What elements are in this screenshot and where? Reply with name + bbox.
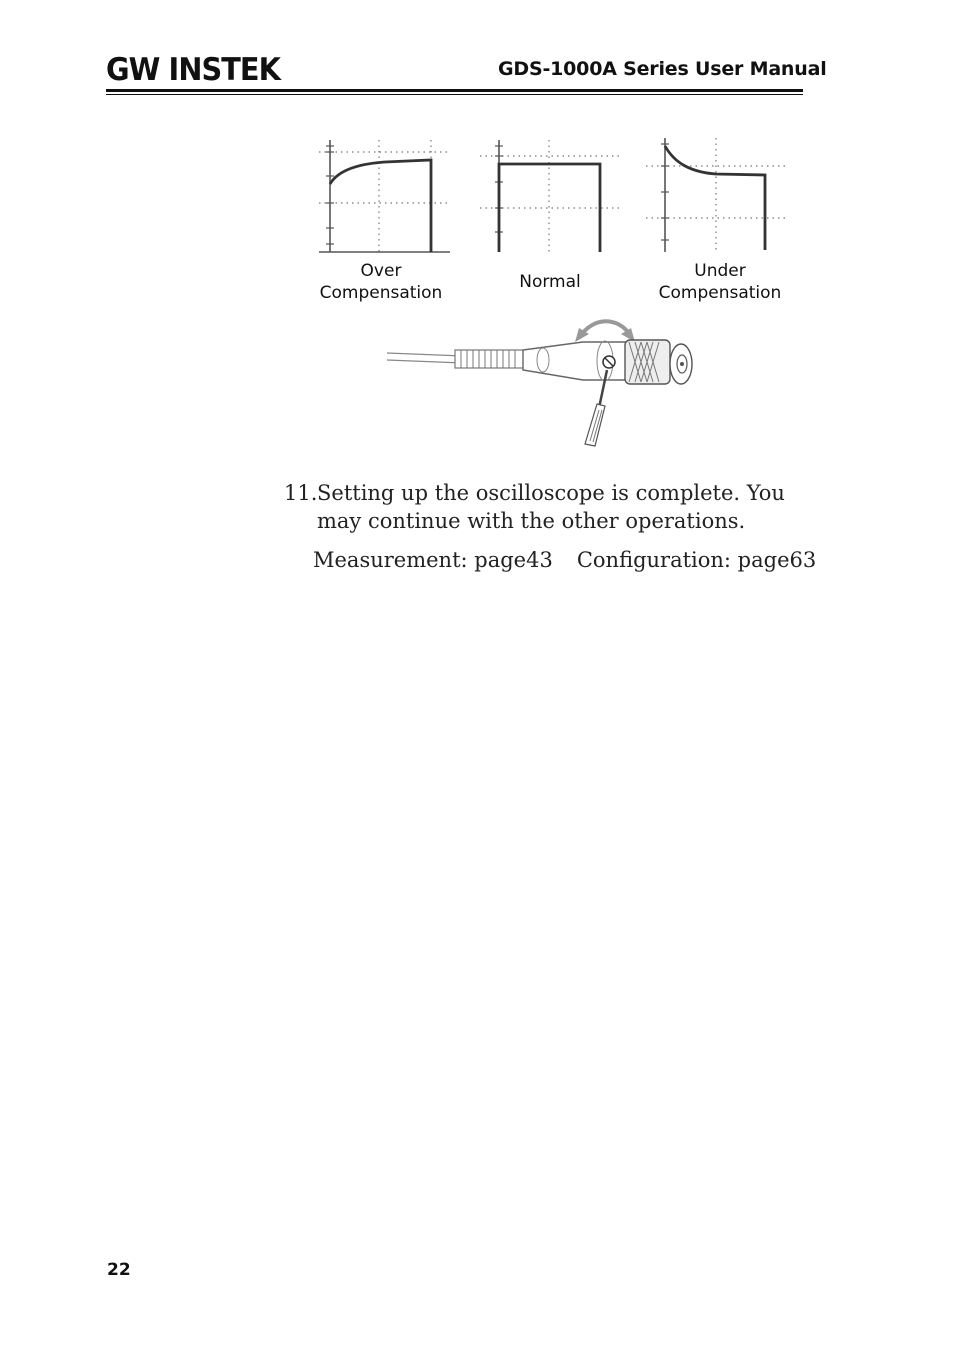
page-number: 22: [107, 1260, 131, 1280]
waveform-normal: [478, 132, 628, 257]
configuration-reference-link[interactable]: Configuration: page63: [576, 548, 817, 572]
header-rule-thin: [106, 94, 803, 95]
label-normal: Normal: [519, 272, 581, 292]
page-references: [313, 546, 816, 574]
manual-title: GDS-1000A Series User Manual: [498, 58, 827, 80]
waveform-under-compensation: [644, 132, 794, 257]
probe-compensation-illustration: [383, 312, 703, 452]
gw-instek-logo: [106, 52, 282, 86]
measurement-reference-link[interactable]: Measurement: page43: [313, 548, 553, 572]
waveform-over-compensation: [315, 132, 465, 257]
step-text: Setting up the oscilloscope is complete. You may continue with the other operations.: [317, 481, 785, 533]
label-under-compensation: Under Compensation: [658, 261, 782, 303]
header-rule: [106, 89, 803, 92]
rotation-arrow-icon: [579, 321, 631, 338]
step-number: 11.: [284, 481, 318, 505]
svg-text:GW INSTEK: GW INSTEK: [106, 52, 282, 86]
label-over-compensation: Over Compensation: [319, 261, 443, 303]
